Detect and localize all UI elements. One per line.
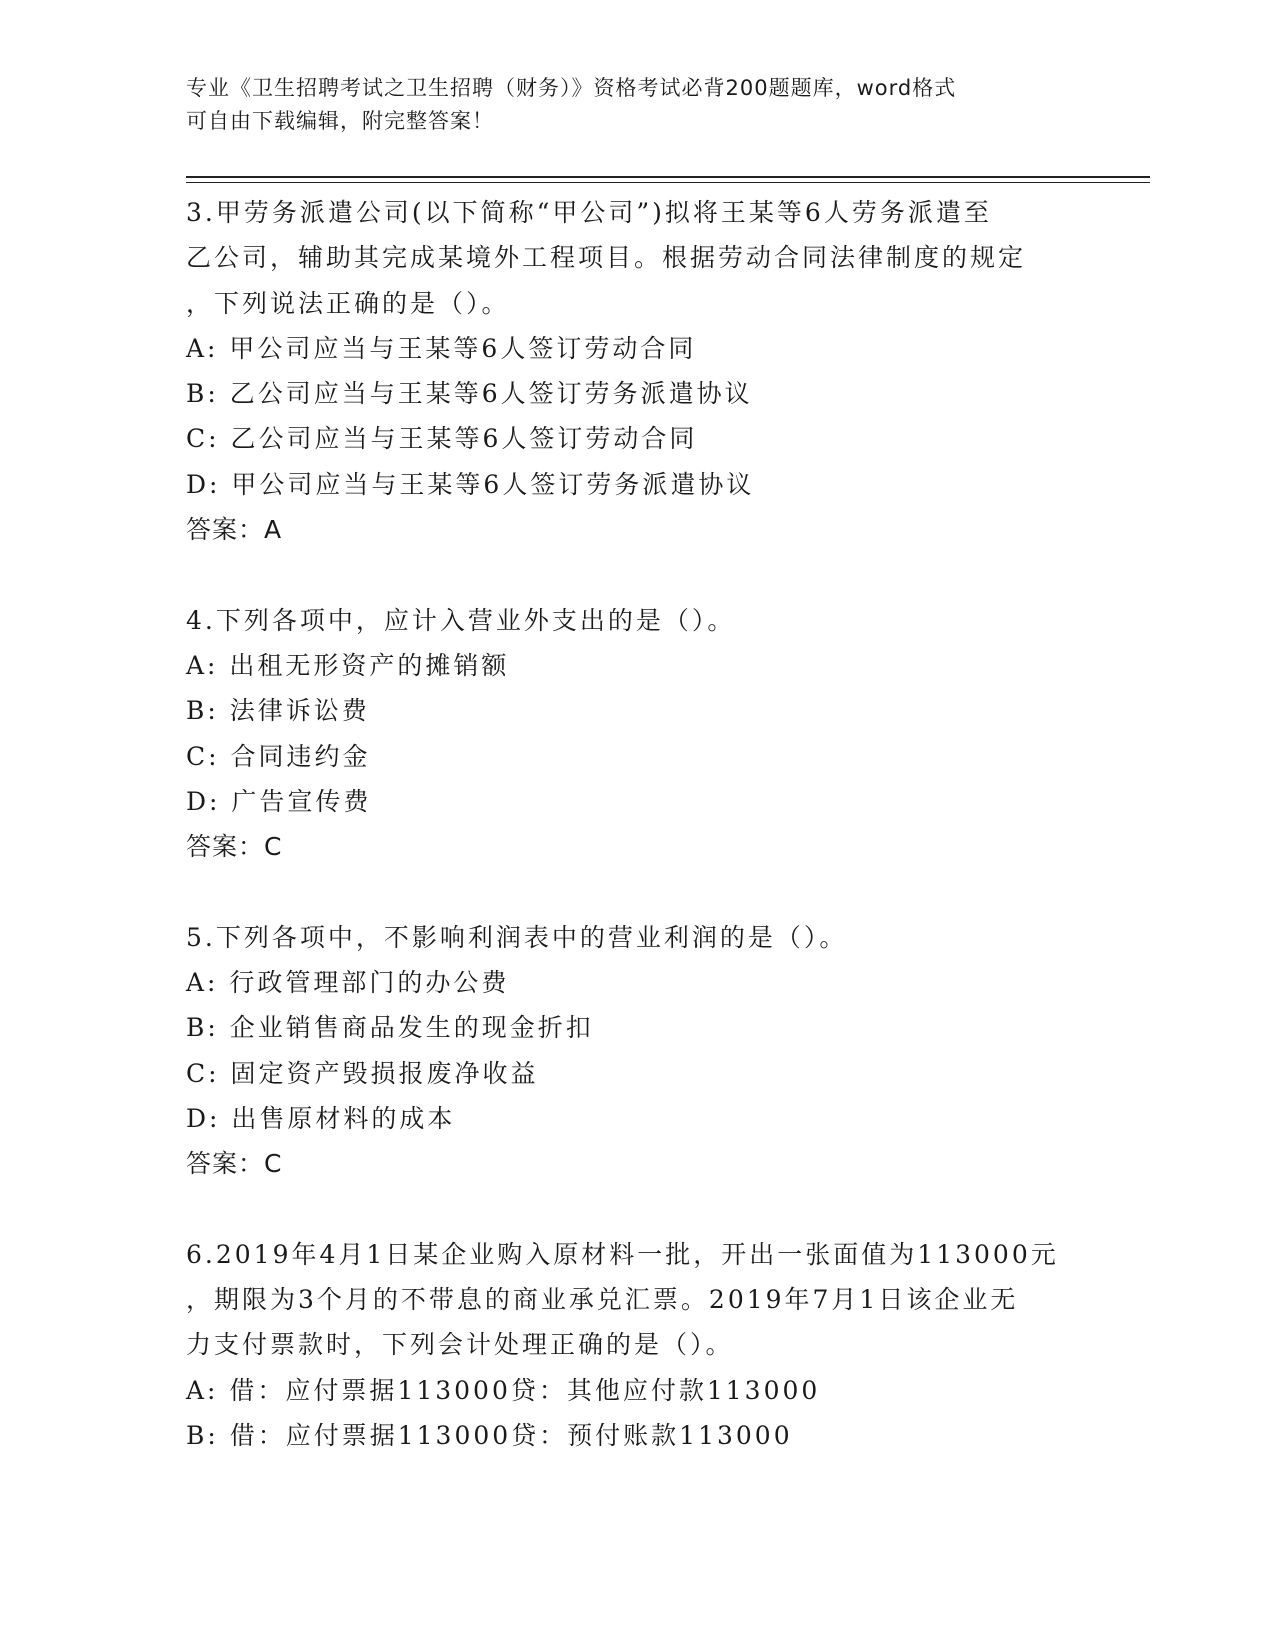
question-stem-line: 乙公司，辅助其完成某境外工程项目。根据劳动合同法律制度的规定 [186,243,1027,273]
question-stem-line: 力支付票款时，下列会计处理正确的是（）。 [186,1330,734,1360]
option-d: D: 出售原材料的成本 [186,1103,456,1133]
header-rule-thick [186,176,1150,178]
option-c: C: 固定资产毁损报废净收益 [186,1058,539,1088]
option-a: A: 甲公司应当与王某等6人签订劳动合同 [186,333,697,363]
option-b: B: 企业销售商品发生的现金折扣 [186,1013,594,1043]
question-3 [186,190,1086,552]
answer-line: 答案：A [186,515,283,545]
question-stem-line: 5.下列各项中，不影响利润表中的营业利润的是（）。 [186,922,848,952]
question-stem-line: ，下列说法正确的是（）。 [186,288,510,318]
page-header [186,72,1066,138]
header-line-2: 可自由下载编辑，附完整答案！ [186,109,494,133]
option-a: A: 行政管理部门的办公费 [186,968,510,998]
question-list [186,190,1086,1458]
option-b: B: 乙公司应当与王某等6人签订劳务派遣协议 [186,379,753,409]
answer-line: 答案：C [186,1149,283,1179]
question-stem-line: 4.下列各项中，应计入营业外支出的是（）。 [186,605,736,635]
question-5 [186,915,1086,1187]
option-c: C: 乙公司应当与王某等6人签订劳动合同 [186,424,698,454]
option-d: D: 广告宣传费 [186,786,372,816]
header-line-1: 专业《卫生招聘考试之卫生招聘（财务）》资格考试必背200题题库，word格式 [186,76,957,100]
question-6 [186,1232,1086,1458]
option-b: B: 法律诉讼费 [186,696,370,726]
answer-line: 答案：C [186,832,283,862]
option-b: B: 借：应付票据113000贷：预付账款113000 [186,1421,793,1451]
question-stem-line: 3.甲劳务派遣公司(以下简称“甲公司”)拟将王某等6人劳务派遣至 [186,198,992,227]
question-4 [186,598,1086,870]
option-c: C: 合同违约金 [186,741,371,771]
question-stem-line: ，期限为3个月的不带息的商业承兑汇票。2019年7月1日该企业无 [186,1285,1019,1315]
option-a: A: 借：应付票据113000贷：其他应付款113000 [186,1375,821,1405]
header-rule-thin [186,182,1150,183]
question-stem-line: 6.2019年4月1日某企业购入原材料一批，开出一张面值为113000元 [186,1239,1059,1269]
option-d: D: 甲公司应当与王某等6人签订劳务派遣协议 [186,469,755,499]
option-a: A: 出租无形资产的摊销额 [186,650,510,680]
